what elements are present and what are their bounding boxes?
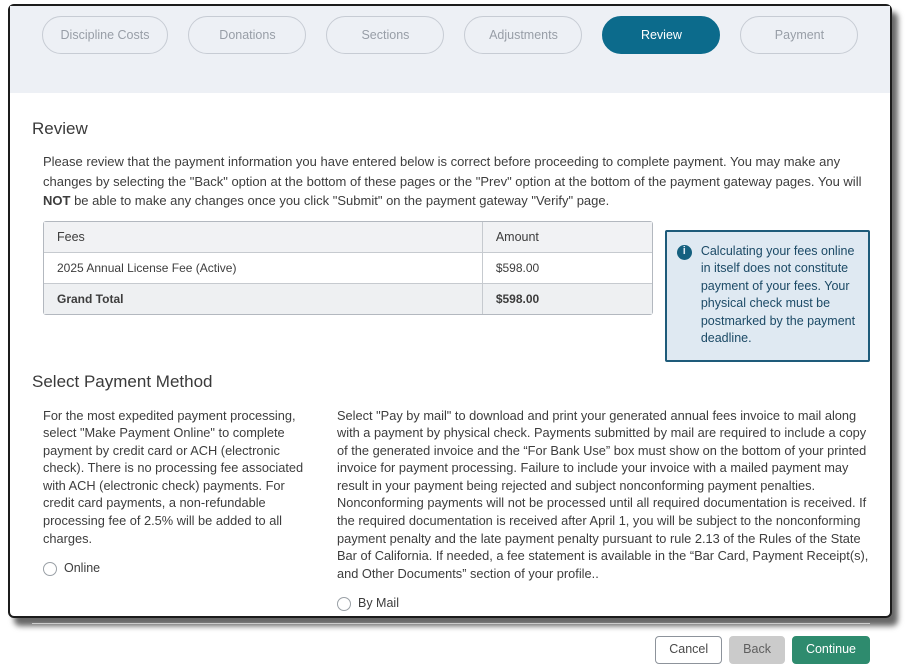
wizard-tabbar [10,6,890,93]
grand-total-label-cell: Grand Total [57,291,124,306]
tab-sections[interactable]: Sections [326,16,444,54]
fee-name-cell: 2025 Annual License Fee (Active) [57,260,237,275]
amount-column-header: Amount [482,222,652,252]
fees-table [43,221,653,315]
select-payment-method-title: Select Payment Method [32,371,213,391]
info-box-text: Calculating your fees online in itself does not constitute payment of your fees. Your physical check must be postmarked by the payment deadline. [700,243,856,345]
back-button[interactable]: Back [729,636,785,664]
fee-amount-cell: $598.00 [482,253,652,283]
table-header-row [44,222,652,252]
table-row [44,283,652,314]
page-title: Review [32,119,88,138]
online-radio[interactable] [43,562,57,576]
tab-payment[interactable]: Payment [740,16,858,54]
app-window [8,4,892,657]
fees-section [43,221,870,362]
online-option-column [43,407,315,578]
mail-description: Select "Pay by mail" to download and print your generated annual fees invoice to mail along with a payment by physical check. Payments submitted by mail are required to include a copy of the generated invoice and the “For Bank Use” box must show on the bottom of your printed invoice for payment processing. Failure to include your invoice with a mailed payment may result in your payment being rejected and subject nonconforming payment penalties. Nonconforming payments will not be processed until all required documentation is received. If the required documentation is received after April 1, you will be subject to the nonconforming payment penalty and the late payment penalty pursuant to rule 2.13 of the Rules of the State Bar of California. If needed, a fee statement is available in the “Bar Card, Payment Receipt(s), and Other Documents” section of your profile.. [337,407,869,581]
fees-column-header: Fees [57,229,85,244]
mail-option-column [337,407,870,614]
cancel-button[interactable]: Cancel [655,636,722,664]
payment-deadline-info-box [665,230,870,362]
tab-discipline-costs[interactable]: Discipline Costs [42,16,169,54]
online-radio-row [43,560,315,578]
online-description: For the most expedited payment processing, select "Make Payment Online" to complete payment by credit card or ACH (electronic check). There is no processing fee associated with ACH (electronic check) payments. For credit card payments, a non-refundable processing fee of 2.5% will be added to all charges. [43,407,304,546]
grand-total-amount-cell: $598.00 [482,284,652,314]
online-radio-label[interactable]: Online [64,561,101,576]
tab-review[interactable]: Review [602,16,720,54]
continue-button[interactable]: Continue [792,636,870,664]
by-mail-radio[interactable] [337,597,351,611]
review-page [10,119,890,664]
table-row [44,252,652,283]
intro-part1: Please review that the payment information you have entered below is correct before proceeding to complete payment. You may make any changes by selecting the "Back" option at the bottom of these pages or the "Prev" option at the bottom of the payment gateway pages. You will [43,154,862,189]
intro-part2: be able to make any changes once you click "Submit" on the payment gateway "Verify" page. [70,193,610,208]
payment-method-options [43,407,870,614]
by-mail-radio-label[interactable]: By Mail [358,596,399,611]
intro-bold-not: NOT [43,193,71,208]
tab-donations[interactable]: Donations [188,16,306,54]
mail-radio-row [337,595,870,613]
review-intro-text [43,152,870,211]
footer-actions [32,624,870,664]
info-icon: i [677,245,692,260]
tab-adjustments[interactable]: Adjustments [464,16,582,54]
